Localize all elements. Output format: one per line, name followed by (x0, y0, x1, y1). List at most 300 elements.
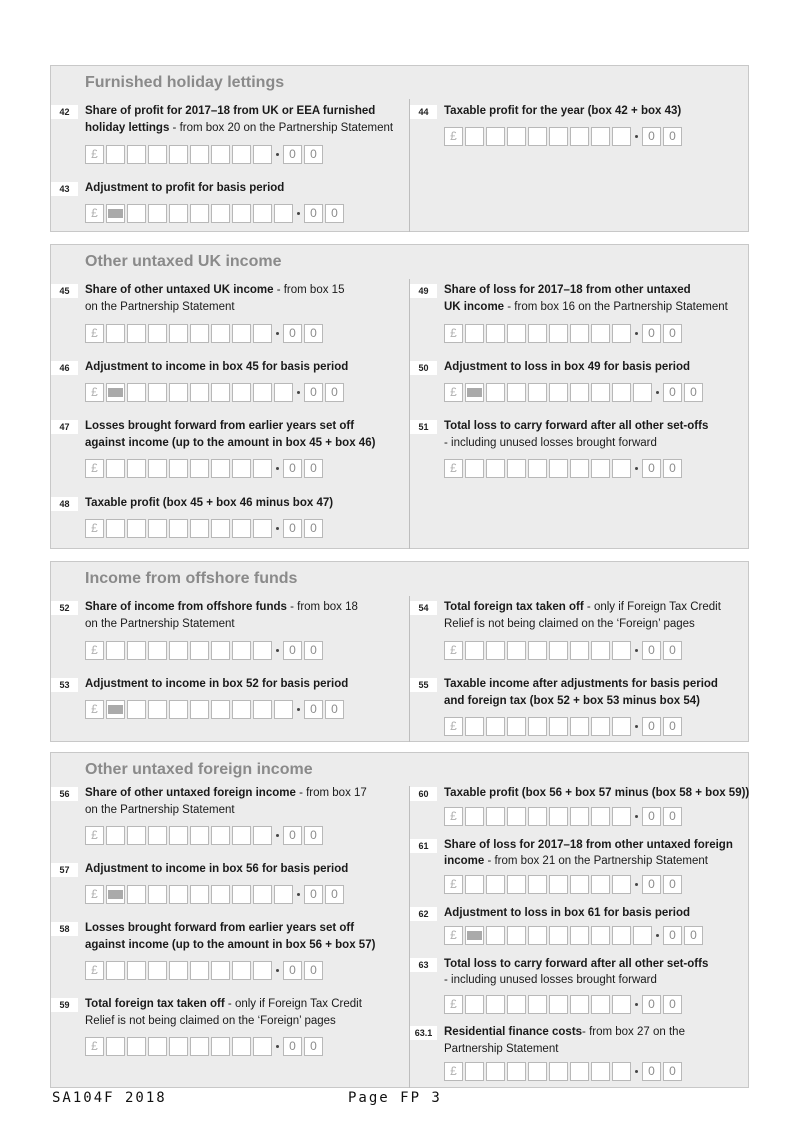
digit-cell[interactable] (528, 1062, 547, 1081)
digit-cell[interactable] (169, 700, 188, 719)
digit-cell[interactable] (486, 995, 505, 1014)
digit-cell[interactable] (274, 204, 293, 223)
digit-cell[interactable] (528, 383, 547, 402)
digit-cell[interactable] (127, 826, 146, 845)
pound-sign: £ (444, 1062, 463, 1081)
box-label: Share of income from offshore funds - from box 18 (85, 601, 358, 613)
digit-cell[interactable] (465, 324, 484, 343)
digit-cell[interactable] (253, 826, 272, 845)
digit-cell[interactable] (486, 324, 505, 343)
digit-cell[interactable] (507, 875, 526, 894)
digit-cell[interactable] (169, 1037, 188, 1056)
digit-cell[interactable] (211, 700, 230, 719)
section-title: Other untaxed foreign income (85, 761, 313, 778)
digit-cell[interactable] (612, 875, 631, 894)
decimal-point (295, 700, 302, 719)
digit-cell[interactable] (633, 383, 652, 402)
digit-cell[interactable] (232, 826, 251, 845)
decimal-point (274, 961, 281, 980)
digit-cell[interactable] (570, 995, 589, 1014)
digit-cell[interactable] (465, 875, 484, 894)
digit-cell[interactable] (528, 717, 547, 736)
amount-entry-box-55[interactable] (444, 717, 684, 736)
digit-cell[interactable] (106, 641, 125, 660)
amount-entry-box-48[interactable] (85, 519, 325, 538)
digit-cell[interactable] (570, 459, 589, 478)
decimal-point (274, 519, 281, 538)
box-number: 49 (410, 284, 437, 298)
pence-digit: 0 (304, 641, 323, 660)
digit-cell[interactable] (549, 324, 568, 343)
digit-cell[interactable] (528, 995, 547, 1014)
minus-sign-cell[interactable] (106, 885, 125, 904)
digit-cell[interactable] (148, 700, 167, 719)
digit-cell[interactable] (127, 383, 146, 402)
digit-cell[interactable] (253, 641, 272, 660)
digit-cell[interactable] (232, 145, 251, 164)
digit-cell[interactable] (591, 995, 610, 1014)
amount-entry-box-47[interactable] (85, 459, 325, 478)
digit-cell[interactable] (549, 641, 568, 660)
section-other-untaxed-uk-income (50, 244, 749, 549)
box-number: 59 (51, 998, 78, 1012)
digit-cell[interactable] (190, 641, 209, 660)
digit-cell[interactable] (549, 1062, 568, 1081)
digit-cell[interactable] (169, 459, 188, 478)
digit-cell[interactable] (274, 885, 293, 904)
amount-entry-box-56[interactable] (85, 826, 325, 845)
pence-digit: 0 (283, 324, 302, 343)
digit-cell[interactable] (486, 875, 505, 894)
pound-sign: £ (85, 961, 104, 980)
digit-cell[interactable] (190, 1037, 209, 1056)
digit-cell[interactable] (507, 807, 526, 826)
minus-sign-cell[interactable] (465, 383, 484, 402)
pound-sign: £ (444, 926, 463, 945)
amount-entry-box-42[interactable] (85, 145, 325, 164)
digit-cell[interactable] (211, 885, 230, 904)
box-label: Taxable profit for the year (box 42 + box 43) (444, 105, 682, 117)
digit-cell[interactable] (106, 1037, 125, 1056)
pence-digit: 0 (283, 961, 302, 980)
digit-cell[interactable] (465, 995, 484, 1014)
pence-digit: 0 (642, 807, 661, 826)
pence-digit: 0 (642, 995, 661, 1014)
digit-cell[interactable] (549, 459, 568, 478)
pound-sign: £ (85, 700, 104, 719)
digit-cell[interactable] (507, 926, 526, 945)
digit-cell[interactable] (148, 961, 167, 980)
box-label: Adjustment to profit for basis period (85, 182, 285, 194)
pence-digit: 0 (642, 324, 661, 343)
digit-cell[interactable] (612, 926, 631, 945)
amount-entry-box-63-1[interactable] (444, 1062, 684, 1081)
digit-cell[interactable] (211, 641, 230, 660)
digit-cell[interactable] (253, 145, 272, 164)
pence-digit: 0 (642, 875, 661, 894)
digit-cell[interactable] (591, 127, 610, 146)
decimal-point (633, 875, 640, 894)
digit-cell[interactable] (591, 383, 610, 402)
digit-cell[interactable] (106, 826, 125, 845)
decimal-point (633, 717, 640, 736)
digit-cell[interactable] (549, 127, 568, 146)
digit-cell[interactable] (190, 700, 209, 719)
digit-cell[interactable] (127, 459, 146, 478)
box-label-line2: income - from box 21 on the Partnership Statement (444, 855, 708, 867)
digit-cell[interactable] (211, 1037, 230, 1056)
digit-cell[interactable] (190, 204, 209, 223)
digit-cell[interactable] (232, 383, 251, 402)
amount-entry-box-45[interactable] (85, 324, 325, 343)
digit-cell[interactable] (486, 383, 505, 402)
column-divider (409, 786, 410, 1088)
digit-cell[interactable] (148, 459, 167, 478)
digit-cell[interactable] (528, 641, 547, 660)
digit-cell[interactable] (106, 459, 125, 478)
box-label: Adjustment to loss in box 49 for basis period (444, 361, 691, 373)
amount-entry-box-62[interactable] (444, 926, 705, 945)
digit-cell[interactable] (106, 145, 125, 164)
digit-cell[interactable] (591, 641, 610, 660)
digit-cell[interactable] (528, 807, 547, 826)
section-furnished-holiday-lettings (50, 65, 749, 232)
digit-cell[interactable] (190, 145, 209, 164)
digit-cell[interactable] (528, 926, 547, 945)
pence-digit: 0 (642, 1062, 661, 1081)
digit-cell[interactable] (570, 383, 589, 402)
digit-cell[interactable] (549, 995, 568, 1014)
digit-cell[interactable] (169, 961, 188, 980)
digit-cell[interactable] (169, 519, 188, 538)
digit-cell[interactable] (612, 324, 631, 343)
digit-cell[interactable] (253, 204, 272, 223)
digit-cell[interactable] (591, 1062, 610, 1081)
pence-digit: 0 (325, 383, 344, 402)
pence-digit: 0 (325, 700, 344, 719)
form-code: SA104F 2018 (52, 1090, 167, 1106)
box-label: Share of loss for 2017–18 from other untaxed (444, 284, 691, 296)
digit-cell[interactable] (253, 519, 272, 538)
digit-cell[interactable] (148, 641, 167, 660)
box-number: 42 (51, 105, 78, 119)
digit-cell[interactable] (570, 127, 589, 146)
pence-digit: 0 (663, 717, 682, 736)
digit-cell[interactable] (169, 204, 188, 223)
box-label-line2: Relief is not being claimed on the ‘Foreign’ pages (85, 1015, 336, 1027)
pence-digit: 0 (642, 717, 661, 736)
digit-cell[interactable] (211, 826, 230, 845)
digit-cell[interactable] (232, 459, 251, 478)
digit-cell[interactable] (211, 383, 230, 402)
amount-entry-box-57[interactable] (85, 885, 346, 904)
pence-digit: 0 (663, 1062, 682, 1081)
digit-cell[interactable] (253, 383, 272, 402)
section-title: Furnished holiday lettings (85, 74, 285, 91)
digit-cell[interactable] (507, 459, 526, 478)
box-number: 63.1 (410, 1026, 437, 1040)
box-label: Share of loss for 2017–18 from other untaxed foreign (444, 839, 733, 851)
digit-cell[interactable] (591, 807, 610, 826)
digit-cell[interactable] (486, 717, 505, 736)
pound-sign: £ (85, 204, 104, 223)
digit-cell[interactable] (528, 127, 547, 146)
digit-cell[interactable] (106, 519, 125, 538)
box-label-line2: and foreign tax (box 52 + box 53 minus box 54) (444, 695, 700, 707)
digit-cell[interactable] (211, 459, 230, 478)
digit-cell[interactable] (127, 700, 146, 719)
amount-entry-box-59[interactable] (85, 1037, 325, 1056)
box-number: 50 (410, 361, 437, 375)
digit-cell[interactable] (507, 641, 526, 660)
digit-cell[interactable] (507, 324, 526, 343)
digit-cell[interactable] (169, 324, 188, 343)
digit-cell[interactable] (148, 324, 167, 343)
pence-digit: 0 (283, 459, 302, 478)
digit-cell[interactable] (633, 926, 652, 945)
digit-cell[interactable] (169, 383, 188, 402)
digit-cell[interactable] (591, 459, 610, 478)
digit-cell[interactable] (253, 885, 272, 904)
pence-digit: 0 (663, 926, 682, 945)
amount-entry-box-51[interactable] (444, 459, 684, 478)
digit-cell[interactable] (507, 383, 526, 402)
pound-sign: £ (444, 995, 463, 1014)
digit-cell[interactable] (148, 383, 167, 402)
pound-sign: £ (444, 383, 463, 402)
pence-digit: 0 (325, 885, 344, 904)
digit-cell[interactable] (127, 1037, 146, 1056)
digit-cell[interactable] (549, 807, 568, 826)
digit-cell[interactable] (127, 204, 146, 223)
amount-entry-box-53[interactable] (85, 700, 346, 719)
box-number: 55 (410, 678, 437, 692)
decimal-point (633, 995, 640, 1014)
digit-cell[interactable] (549, 875, 568, 894)
digit-cell[interactable] (465, 127, 484, 146)
digit-cell[interactable] (612, 383, 631, 402)
pound-sign: £ (444, 324, 463, 343)
amount-entry-box-58[interactable] (85, 961, 325, 980)
amount-entry-box-44[interactable] (444, 127, 684, 146)
digit-cell[interactable] (232, 1037, 251, 1056)
digit-cell[interactable] (253, 961, 272, 980)
amount-entry-box-52[interactable] (85, 641, 325, 660)
digit-cell[interactable] (148, 145, 167, 164)
digit-cell[interactable] (253, 324, 272, 343)
digit-cell[interactable] (253, 1037, 272, 1056)
pound-sign: £ (85, 324, 104, 343)
digit-cell[interactable] (507, 717, 526, 736)
box-label: Adjustment to income in box 52 for basis period (85, 678, 349, 690)
digit-cell[interactable] (486, 1062, 505, 1081)
digit-cell[interactable] (148, 1037, 167, 1056)
digit-cell[interactable] (232, 885, 251, 904)
decimal-point (633, 641, 640, 660)
digit-cell[interactable] (190, 961, 209, 980)
digit-cell[interactable] (528, 875, 547, 894)
digit-cell[interactable] (591, 717, 610, 736)
digit-cell[interactable] (591, 324, 610, 343)
digit-cell[interactable] (232, 641, 251, 660)
box-label-line2: holiday lettings - from box 20 on the Partnership Statement (85, 122, 394, 134)
box-label-line2: on the Partnership Statement (85, 618, 235, 630)
digit-cell[interactable] (465, 459, 484, 478)
digit-cell[interactable] (528, 324, 547, 343)
decimal-point (633, 459, 640, 478)
digit-cell[interactable] (612, 127, 631, 146)
minus-sign-cell[interactable] (106, 383, 125, 402)
digit-cell[interactable] (232, 700, 251, 719)
decimal-point (274, 826, 281, 845)
decimal-point (633, 324, 640, 343)
decimal-point (654, 383, 661, 402)
digit-cell[interactable] (612, 459, 631, 478)
box-label: Total loss to carry forward after all other set-offs (444, 958, 709, 970)
digit-cell[interactable] (148, 885, 167, 904)
digit-cell[interactable] (507, 127, 526, 146)
digit-cell[interactable] (465, 1062, 484, 1081)
digit-cell[interactable] (549, 383, 568, 402)
amount-entry-box-50[interactable] (444, 383, 705, 402)
digit-cell[interactable] (190, 885, 209, 904)
digit-cell[interactable] (486, 807, 505, 826)
pence-digit: 0 (304, 383, 323, 402)
amount-entry-box-49[interactable] (444, 324, 684, 343)
digit-cell[interactable] (127, 519, 146, 538)
digit-cell[interactable] (465, 641, 484, 660)
digit-cell[interactable] (486, 127, 505, 146)
digit-cell[interactable] (570, 641, 589, 660)
minus-sign-cell[interactable] (106, 204, 125, 223)
digit-cell[interactable] (127, 961, 146, 980)
box-label-line2: on the Partnership Statement (85, 804, 235, 816)
box-label: Total foreign tax taken off - only if Foreign Tax Credit (444, 601, 721, 613)
digit-cell[interactable] (190, 459, 209, 478)
digit-cell[interactable] (211, 324, 230, 343)
digit-cell[interactable] (570, 875, 589, 894)
digit-cell[interactable] (591, 926, 610, 945)
pence-digit: 0 (283, 826, 302, 845)
digit-cell[interactable] (274, 383, 293, 402)
digit-cell[interactable] (169, 145, 188, 164)
digit-cell[interactable] (486, 926, 505, 945)
digit-cell[interactable] (127, 641, 146, 660)
digit-cell[interactable] (528, 459, 547, 478)
digit-cell[interactable] (148, 519, 167, 538)
digit-cell[interactable] (169, 641, 188, 660)
box-label-line2: on the Partnership Statement (85, 301, 235, 313)
digit-cell[interactable] (169, 826, 188, 845)
digit-cell[interactable] (570, 324, 589, 343)
digit-cell[interactable] (211, 961, 230, 980)
decimal-point (274, 145, 281, 164)
amount-entry-box-61[interactable] (444, 875, 684, 894)
digit-cell[interactable] (570, 717, 589, 736)
digit-cell[interactable] (232, 961, 251, 980)
box-label-line2: Partnership Statement (444, 1043, 559, 1055)
pence-digit: 0 (304, 961, 323, 980)
digit-cell[interactable] (127, 324, 146, 343)
digit-cell[interactable] (211, 519, 230, 538)
minus-sign-cell[interactable] (106, 700, 125, 719)
digit-cell[interactable] (211, 204, 230, 223)
box-label-line2: against income (up to the amount in box 56 + box 57) (85, 939, 376, 951)
box-number: 53 (51, 678, 78, 692)
digit-cell[interactable] (507, 995, 526, 1014)
digit-cell[interactable] (190, 826, 209, 845)
amount-entry-box-46[interactable] (85, 383, 346, 402)
digit-cell[interactable] (570, 807, 589, 826)
box-label: Share of other untaxed foreign income - from box 17 (85, 787, 367, 799)
column-divider (409, 596, 410, 742)
box-label-line2: - including unused losses brought forward (444, 974, 657, 986)
amount-entry-box-43[interactable] (85, 204, 346, 223)
amount-entry-box-54[interactable] (444, 641, 684, 660)
digit-cell[interactable] (612, 1062, 631, 1081)
digit-cell[interactable] (148, 204, 167, 223)
digit-cell[interactable] (612, 717, 631, 736)
digit-cell[interactable] (465, 807, 484, 826)
pence-digit: 0 (663, 875, 682, 894)
digit-cell[interactable] (549, 717, 568, 736)
digit-cell[interactable] (127, 145, 146, 164)
box-number: 63 (410, 958, 437, 972)
box-number: 61 (410, 839, 437, 853)
digit-cell[interactable] (232, 204, 251, 223)
digit-cell[interactable] (612, 641, 631, 660)
digit-cell[interactable] (507, 1062, 526, 1081)
digit-cell[interactable] (232, 519, 251, 538)
digit-cell[interactable] (148, 826, 167, 845)
amount-entry-box-63[interactable] (444, 995, 684, 1014)
box-number: 48 (51, 497, 78, 511)
digit-cell[interactable] (612, 995, 631, 1014)
digit-cell[interactable] (253, 459, 272, 478)
digit-cell[interactable] (612, 807, 631, 826)
digit-cell[interactable] (253, 700, 272, 719)
pence-digit: 0 (283, 1037, 302, 1056)
digit-cell[interactable] (465, 717, 484, 736)
pence-digit: 0 (663, 995, 682, 1014)
digit-cell[interactable] (106, 961, 125, 980)
pence-digit: 0 (304, 459, 323, 478)
digit-cell[interactable] (486, 641, 505, 660)
box-number: 43 (51, 182, 78, 196)
digit-cell[interactable] (190, 519, 209, 538)
minus-sign-cell[interactable] (465, 926, 484, 945)
digit-cell[interactable] (274, 700, 293, 719)
digit-cell[interactable] (232, 324, 251, 343)
digit-cell[interactable] (211, 145, 230, 164)
digit-cell[interactable] (127, 885, 146, 904)
decimal-point (295, 885, 302, 904)
digit-cell[interactable] (190, 383, 209, 402)
digit-cell[interactable] (570, 926, 589, 945)
digit-cell[interactable] (190, 324, 209, 343)
box-label: Taxable income after adjustments for basis period (444, 678, 718, 690)
decimal-point (274, 324, 281, 343)
section-title: Other untaxed UK income (85, 253, 282, 270)
digit-cell[interactable] (486, 459, 505, 478)
digit-cell[interactable] (169, 885, 188, 904)
digit-cell[interactable] (591, 875, 610, 894)
digit-cell[interactable] (570, 1062, 589, 1081)
section-title: Income from offshore funds (85, 570, 298, 587)
digit-cell[interactable] (106, 324, 125, 343)
digit-cell[interactable] (549, 926, 568, 945)
amount-entry-box-60[interactable] (444, 807, 684, 826)
